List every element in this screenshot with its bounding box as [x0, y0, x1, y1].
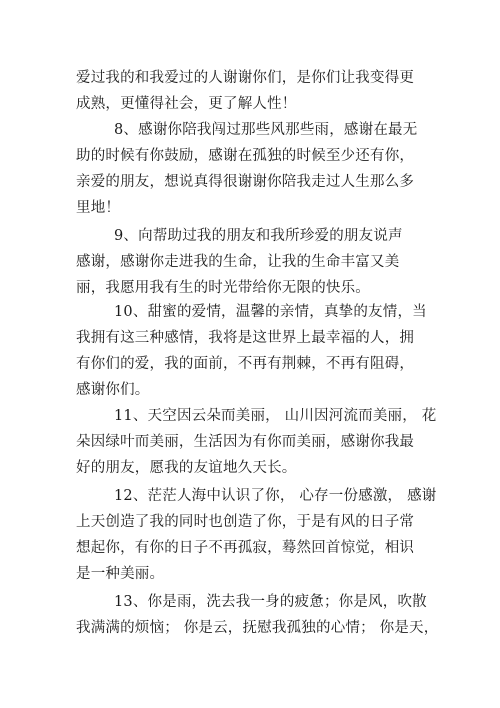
text-line: 朵因绿叶而美丽，生活因为有你而美丽，感谢你我最 [76, 434, 415, 450]
text-line: 我满满的烦恼； 你是云，抚慰我孤独的心情； 你是天， [76, 620, 439, 636]
text-line: 11、天空因云朵而美丽， 山川因河流而美丽， 花 [114, 408, 437, 424]
text-line: 想起你，有你的日子不再孤寂，蓦然回首惊觉，相识 [76, 540, 415, 556]
paragraph-10 [76, 299, 436, 403]
text-line: 13、你是雨，洗去我一身的疲惫；你是风，吹散 [114, 594, 427, 610]
text-line: 有你们的爱，我的面前，不再有荆棘，不再有阻碍， [76, 356, 415, 372]
text-line: 感谢，感谢你走进我的生命，让我的生命丰富又美 [76, 254, 400, 270]
text-line: 丽，我愿用我有生的时光带给你无限的快乐。 [76, 280, 370, 296]
paragraph-12 [76, 483, 436, 587]
text-line: 成熟，更懂得社会，更了解人性！ [76, 96, 297, 112]
text-line: 8、感谢你陪我闯过那些风那些雨，感谢在最无 [114, 122, 418, 138]
text-line: 里地！ [76, 200, 121, 216]
text-line: 好的朋友，愿我的友谊地久天长。 [76, 460, 297, 476]
text-line: 上天创造了我的同时也创造了你，于是有风的日子常 [76, 514, 415, 530]
paragraph-8 [76, 117, 436, 221]
text-line: 9、向帮助过我的朋友和我所珍爱的朋友说声 [114, 228, 403, 244]
text-line: 感谢你们。 [76, 382, 150, 398]
text-line: 爱过我的和我爱过的人谢谢你们，是你们让我变得更 [76, 70, 415, 86]
text-line: 助的时候有你鼓励，感谢在孤独的时候至少还有你， [76, 148, 415, 164]
paragraph-9 [76, 223, 436, 301]
paragraph-continuation [76, 65, 436, 117]
text-line: 我拥有这三种感情，我将是这世界上最幸福的人，拥 [76, 330, 415, 346]
paragraph-11 [76, 403, 436, 481]
paragraph-13 [76, 589, 439, 641]
text-line: 亲爱的朋友，想说真得很谢谢你陪我走过人生那么多 [76, 174, 415, 190]
text-line: 12、茫茫人海中认识了你， 心存一份感激， 感谢 [114, 488, 437, 504]
text-line: 是一种美丽。 [76, 566, 165, 582]
text-line: 10、甜蜜的爱情，温馨的亲情，真挚的友情，当 [114, 304, 427, 320]
